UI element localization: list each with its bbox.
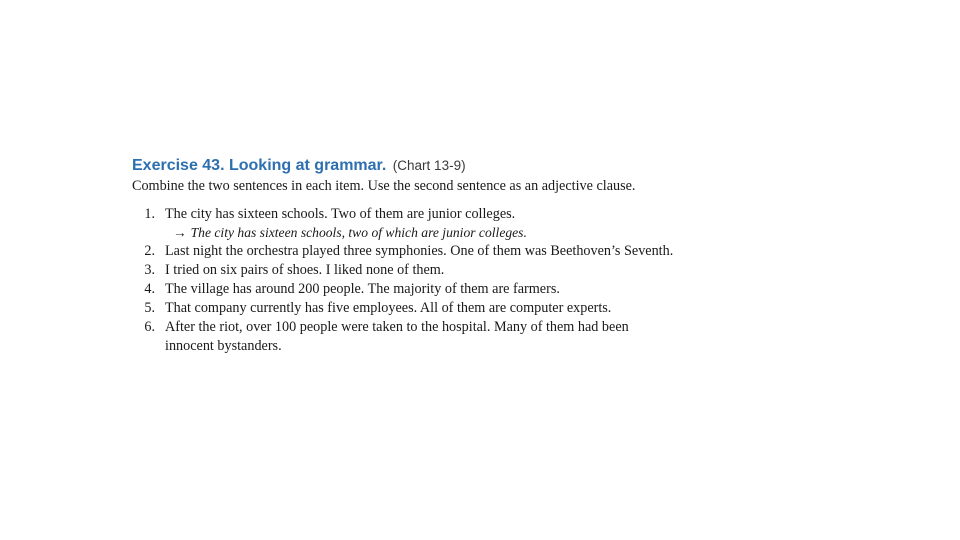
item-body: [165, 242, 832, 261]
item-number: 3.: [144, 262, 155, 278]
example-answer: [165, 224, 832, 242]
item-text: I tried on six pairs of shoes. I liked none of them.: [165, 262, 445, 278]
item-body: [165, 261, 832, 280]
item-text: That company currently has five employees. All of them are computer experts.: [165, 300, 612, 316]
item-number: 5.: [144, 300, 155, 316]
exercise-item-1: [132, 205, 832, 242]
item-text: Last night the orchestra played three symphonies. One of them was Beethoven’s Seventh.: [165, 243, 674, 259]
exercise-block: [132, 156, 832, 356]
exercise-title: Exercise 43. Looking at grammar.: [132, 157, 387, 174]
item-body: [165, 205, 832, 242]
item-body: [165, 299, 832, 318]
item-number: 6.: [144, 319, 155, 335]
item-number: 4.: [144, 281, 155, 297]
item-text: The village has around 200 people. The majority of them are farmers.: [165, 281, 560, 297]
item-text: After the riot, over 100 people were taken to the hospital. Many of them had been: [165, 319, 629, 335]
chart-reference: (Chart 13-9): [392, 158, 466, 173]
arrow-icon: →: [173, 225, 187, 240]
item-number: 1.: [144, 206, 155, 222]
item-body: [165, 280, 832, 299]
example-text: The city has sixteen schools, two of which are junior colleges.: [190, 225, 527, 240]
item-body: [165, 318, 832, 356]
exercise-item-3: [132, 261, 832, 280]
exercise-item-6: [132, 318, 832, 356]
exercise-item-2: [132, 242, 832, 261]
item-text: The city has sixteen schools. Two of them are junior colleges.: [165, 206, 516, 222]
exercise-item-4: [132, 280, 832, 299]
exercise-item-list: [132, 205, 832, 356]
item-number: 2.: [144, 243, 155, 259]
exercise-instructions: Combine the two sentences in each item. Use the second sentence as an adjective clause.: [132, 178, 636, 194]
exercise-item-5: [132, 299, 832, 318]
item-text-continued: innocent bystanders.: [165, 338, 282, 354]
exercise-header: [132, 156, 832, 176]
